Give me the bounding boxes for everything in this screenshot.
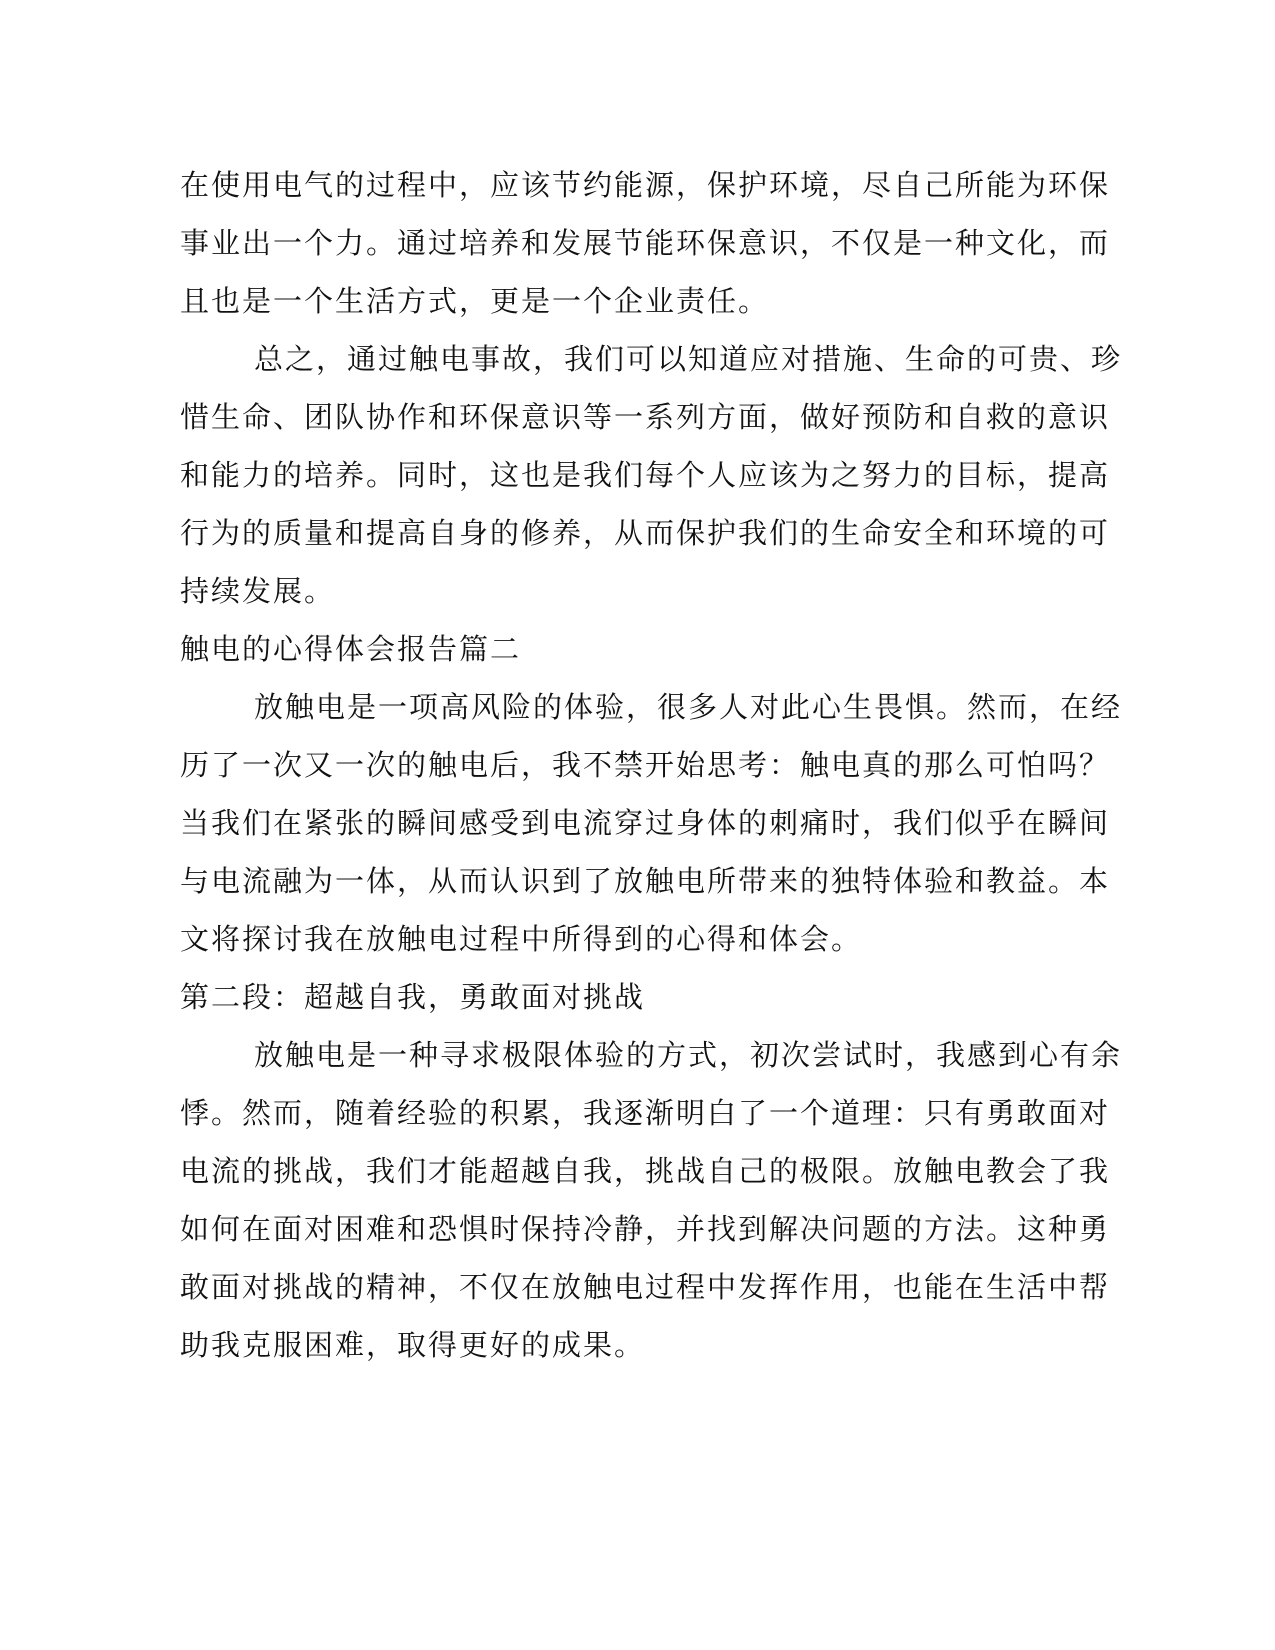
text-line: 当我们在紧张的瞬间感受到电流穿过身体的刺痛时，我们似乎在瞬间 (180, 806, 1111, 840)
text-line: 放触电是一项高风险的体验，很多人对此心生畏惧。然而，在经 (254, 690, 1123, 724)
text-line: 助我克服困难，取得更好的成果。 (180, 1328, 646, 1362)
text-line: 放触电是一种寻求极限体验的方式，初次尝试时，我感到心有余 (254, 1038, 1123, 1072)
text-line: 电流的挑战，我们才能超越自我，挑战自己的极限。放触电教会了我 (180, 1154, 1111, 1188)
text-line: 行为的质量和提高自身的修养，从而保护我们的生命安全和环境的可 (180, 516, 1111, 550)
text-line: 在使用电气的过程中，应该节约能源，保护环境，尽自己所能为环保 (180, 168, 1111, 202)
text-line: 悸。然而，随着经验的积累，我逐渐明白了一个道理：只有勇敢面对 (180, 1096, 1111, 1130)
text-line: 和能力的培养。同时，这也是我们每个人应该为之努力的目标，提高 (180, 458, 1111, 492)
text-line: 敢面对挑战的精神，不仅在放触电过程中发挥作用，也能在生活中帮 (180, 1270, 1111, 1304)
text-line: 历了一次又一次的触电后，我不禁开始思考：触电真的那么可怕吗？ (180, 748, 1111, 782)
paragraph-summary (180, 330, 1123, 620)
text-line: 总之，通过触电事故，我们可以知道应对措施、生命的可贵、珍 (254, 342, 1123, 376)
paragraph-intro (180, 678, 1123, 968)
text-line: 且也是一个生活方式，更是一个企业责任。 (180, 284, 770, 318)
text-line: 如何在面对困难和恐惧时保持冷静，并找到解决问题的方法。这种勇 (180, 1212, 1111, 1246)
subsection-heading: 第二段：超越自我，勇敢面对挑战 (180, 980, 646, 1014)
section-heading: 触电的心得体会报告篇二 (180, 632, 522, 666)
paragraph-continuation (180, 156, 1111, 330)
document-body (180, 156, 1123, 1374)
text-line: 持续发展。 (180, 574, 336, 608)
text-line: 与电流融为一体，从而认识到了放触电所带来的独特体验和教益。本 (180, 864, 1111, 898)
text-line: 文将探讨我在放触电过程中所得到的心得和体会。 (180, 922, 863, 956)
text-line: 惜生命、团队协作和环保意识等一系列方面，做好预防和自救的意识 (180, 400, 1111, 434)
paragraph-body (180, 1026, 1123, 1374)
text-line: 事业出一个力。通过培养和发展节能环保意识，不仅是一种文化，而 (180, 226, 1111, 260)
